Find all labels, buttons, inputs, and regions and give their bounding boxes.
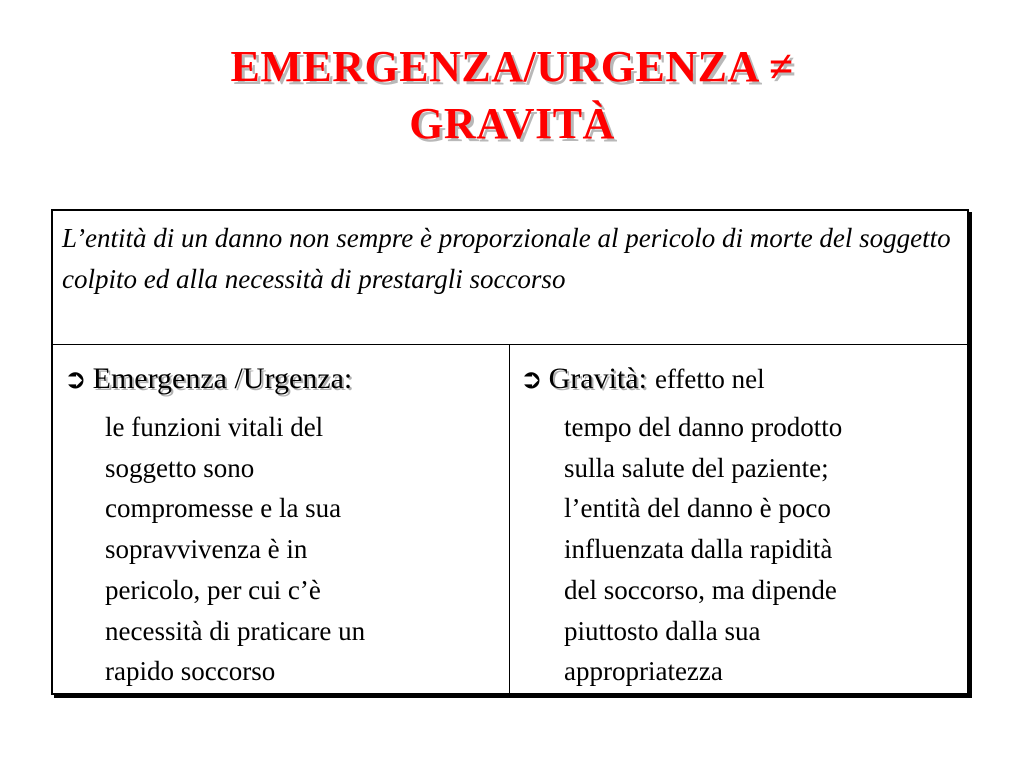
emergency-term: Emergenza /Urgenza (92, 362, 344, 395)
slide-title-line-1: EMERGENZA/URGENZA ≠ (230, 42, 794, 91)
severity-term: Gravità (548, 362, 639, 395)
emergency-line: necessità di praticare un (105, 615, 366, 646)
emergency-line: rapido soccorso (105, 656, 276, 687)
emergency-cell (53, 345, 509, 693)
severity-description (564, 407, 959, 692)
emergency-line: pericolo, per cui c’è (105, 574, 321, 605)
intro-text: L’entità di un danno non sempre è proporzionale al pericolo di morte del soggetto colpito ed alla necessità di prestargli soccorso (62, 223, 951, 294)
right-arrow-icon: ➲ (64, 364, 87, 395)
slide-title-line-2: GRAVITÀ (409, 99, 615, 148)
emergency-colon: : (343, 362, 353, 395)
emergency-description (105, 407, 495, 692)
right-arrow-icon: ➲ (520, 364, 543, 395)
severity-line: piuttosto dalla sua (564, 615, 761, 646)
emergency-line: le funzioni vitali del (105, 412, 324, 442)
emergency-line: soggetto sono (105, 452, 255, 483)
severity-line: influenzata dalla rapidità (564, 534, 833, 565)
emergency-line: sopravvivenza è in (105, 534, 308, 565)
severity-line: tempo del danno prodotto (564, 412, 843, 442)
emergency-line: compromesse e la sua (105, 493, 342, 524)
slide-title (0, 38, 1024, 152)
severity-line: appropriatezza (564, 656, 723, 687)
severity-colon: : (638, 362, 647, 395)
severity-cell (510, 345, 967, 693)
severity-line: l’entità del danno è poco (564, 493, 831, 524)
intro-cell (53, 211, 967, 345)
emergency-heading (64, 360, 352, 399)
severity-heading (520, 360, 765, 399)
severity-line: del soccorso, ma dipende (564, 574, 837, 605)
severity-lead-text: effetto nel (654, 364, 765, 394)
severity-line: sulla salute del paziente; (564, 452, 829, 483)
content-table (51, 209, 969, 695)
